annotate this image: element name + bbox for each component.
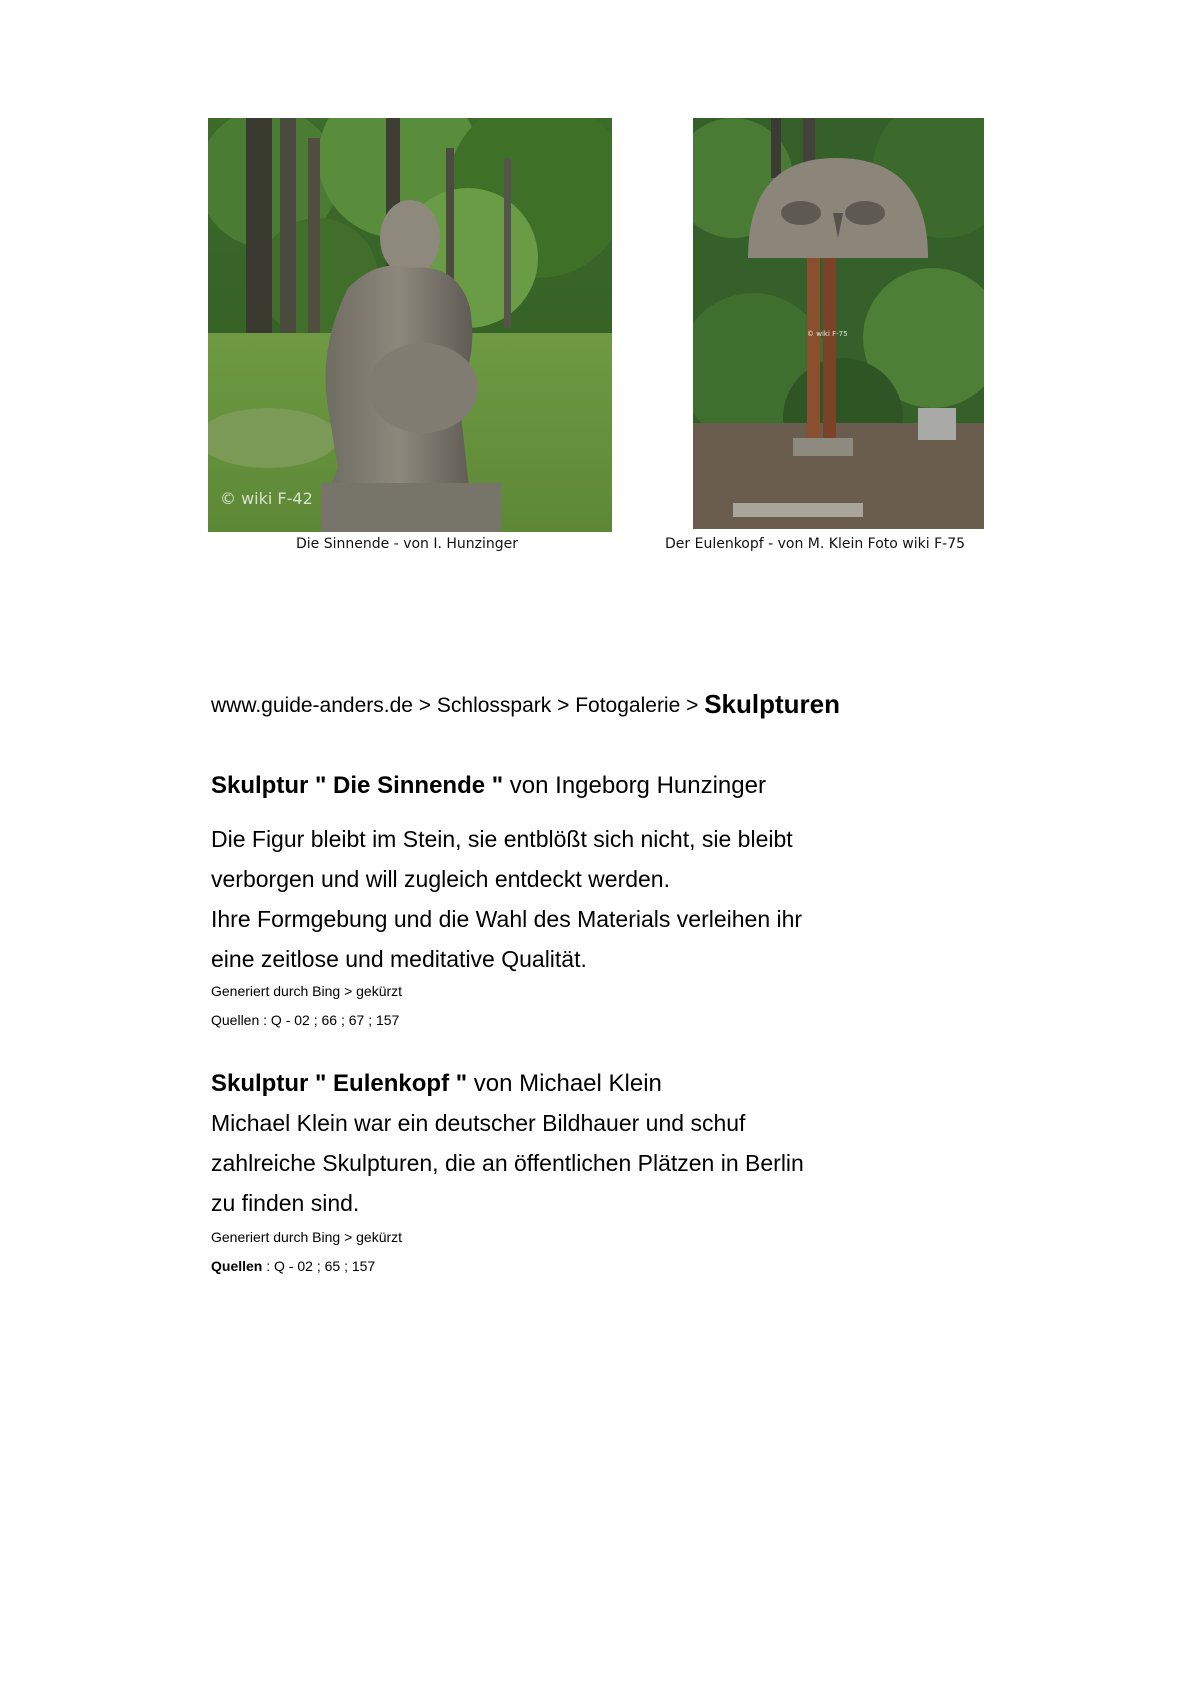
breadcrumb-site[interactable]: www.guide-anders.de <box>211 694 413 717</box>
section-title-sinnende <box>211 772 766 800</box>
photo-watermark: © wiki F-75 <box>807 330 848 338</box>
body-line: zahlreiche Skulpturen, die an öffentlichen Plätzen in Berlin <box>211 1150 804 1176</box>
breadcrumb-separator: > <box>551 694 576 717</box>
section-title-artist: von Michael Klein <box>467 1070 662 1097</box>
photo-caption-sinnende: Die Sinnende - von I. Hunzinger <box>296 536 519 552</box>
generated-note: Generiert durch Bing > gekürzt <box>211 1229 403 1245</box>
section-title-artist: von Ingeborg Hunzinger <box>503 772 766 799</box>
body-line: Ihre Formgebung und die Wahl des Materials verleihen ihr <box>211 906 803 932</box>
breadcrumb <box>211 688 840 719</box>
sources-label: Quellen <box>211 1258 263 1274</box>
section-title-bold: Skulptur " Eulenkopf " <box>211 1070 468 1097</box>
section-title-bold: Skulptur " Die Sinnende " <box>211 772 504 799</box>
body-line: Michael Klein war ein deutscher Bildhauer und schuf <box>211 1110 746 1136</box>
body-line: Die Figur bleibt im Stein, sie entblößt sich nicht, sie bleibt <box>211 826 793 852</box>
section-title-eulenkopf <box>211 1070 662 1098</box>
photo-die-sinnende <box>208 118 612 532</box>
sources-values: : Q - 02 ; 65 ; 157 <box>262 1258 376 1274</box>
generated-note: Generiert durch Bing > gekürzt <box>211 983 403 999</box>
body-line: verborgen und will zugleich entdeckt werden. <box>211 866 670 892</box>
sources-line: Quellen : Q - 02 ; 66 ; 67 ; 157 <box>211 1012 400 1028</box>
sculpture-sinnende-image <box>208 118 612 532</box>
body-line: zu finden sind. <box>211 1190 360 1216</box>
breadcrumb-separator: > <box>412 694 437 717</box>
breadcrumb-fotogalerie[interactable]: Fotogalerie <box>575 694 681 717</box>
sources-line <box>211 1258 375 1274</box>
photo-watermark: © wiki F-42 <box>220 489 313 508</box>
photo-eulenkopf <box>693 118 984 529</box>
breadcrumb-current: Skulpturen <box>704 689 841 719</box>
body-line: eine zeitlose und meditative Qualität. <box>211 946 587 972</box>
breadcrumb-schlosspark[interactable]: Schlosspark <box>436 694 552 717</box>
photo-caption-eulenkopf: Der Eulenkopf - von M. Klein Foto wiki F-75 <box>665 536 966 552</box>
breadcrumb-separator: > <box>680 694 705 717</box>
sculpture-eulenkopf-image <box>693 118 984 529</box>
